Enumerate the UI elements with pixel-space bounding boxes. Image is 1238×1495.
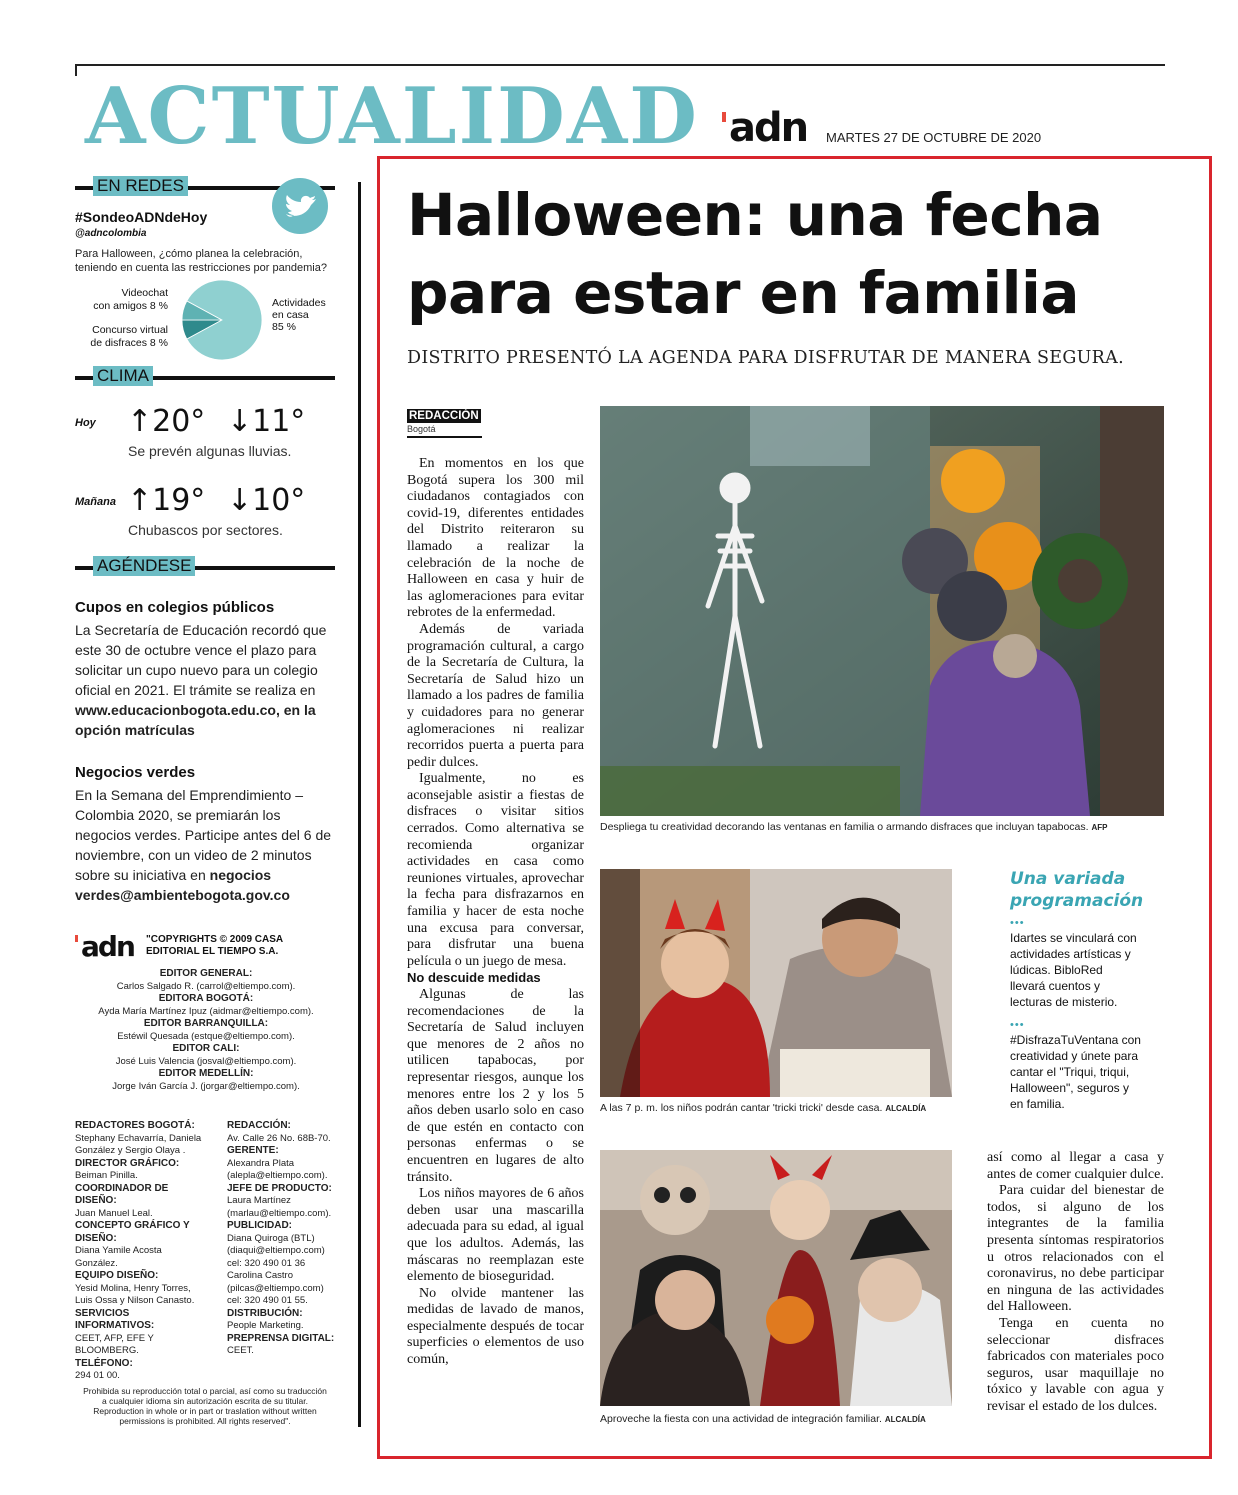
pie-label-actividades-line1: Actividades bbox=[272, 297, 326, 309]
sidebox-title-line2: programación bbox=[1010, 891, 1144, 911]
section-title: ACTUALIDAD bbox=[85, 71, 699, 162]
agenda-item2-title: Negocios verdes bbox=[75, 764, 196, 781]
editor-cali-name: José Luis Valencia (josval@eltiempo.com). bbox=[115, 1055, 297, 1067]
adn-logo bbox=[722, 105, 808, 151]
editor-cali-role: EDITOR CALI: bbox=[172, 1043, 240, 1054]
agenda-label: AGÉNDESE bbox=[93, 556, 195, 576]
editor-bogota-role: EDITORA BOGOTÁ: bbox=[158, 993, 254, 1004]
photo-caption-third bbox=[600, 1413, 926, 1425]
article-headline bbox=[407, 176, 1187, 332]
headline-line2: para estar en familia bbox=[407, 259, 1080, 327]
credit-role: DISTRIBUCIÓN: bbox=[227, 1307, 303, 1319]
sidebar-divider bbox=[358, 182, 361, 1427]
paragraph: Para cuidar del bienestar de todos, si alguno de los integrantes de la familia presenta síntomas respiratorios u otros relacionados con el coronavirus, no debe participar en ninguna de las actividades del Halloween. bbox=[987, 1183, 1164, 1315]
credits-right-column bbox=[227, 1120, 337, 1358]
sidebox-paragraph-2: #DisfrazaTuVentana con creatividad y únete para cantar el "Triqui, triqui, Halloween", seguros y en familia. bbox=[1010, 1033, 1141, 1111]
photo-credit: AFP bbox=[1091, 823, 1108, 832]
sidebox-title-line1: Una variada bbox=[1010, 869, 1126, 889]
credit-name: CEET. bbox=[227, 1345, 254, 1356]
weather-tomorrow-label: Mañana bbox=[75, 496, 116, 508]
credits-left-column bbox=[75, 1120, 205, 1383]
photo-family-kids bbox=[600, 869, 952, 1097]
pie-label-videochat-line2: con amigos 8 % bbox=[93, 300, 168, 312]
sidebox-title bbox=[1010, 868, 1180, 912]
photo-window-decoration bbox=[600, 406, 1164, 816]
credits-logo-bar bbox=[75, 935, 78, 942]
agenda-item2-text: En la Semana del Emprendimiento – Colombia 2020, se premiarán los negocios verdes. Participe antes del 6 de noviembre, con un video de 2 minutos sobre su iniciativa en bbox=[75, 787, 332, 883]
article-column-3 bbox=[987, 1150, 1164, 1416]
agenda-item2-link[interactable]: negocios verdes@ambientebogota.gov.co bbox=[75, 867, 290, 903]
photo-caption-main bbox=[600, 821, 1107, 833]
paragraph: Tenga en cuenta no seleccionar disfraces fabricados con materiales poco seguros, usar maquillaje no tóxico y lavable con agua y revisar el estado de los dulces. bbox=[987, 1315, 1164, 1414]
agenda-item1-text: La Secretaría de Educación recordó que este 30 de octubre vence el plazo para solicitar un cupo nuevo para un colegio oficial en 2021. El trámite se realiza en bbox=[75, 622, 327, 698]
credit-role: PUBLICIDAD: bbox=[227, 1220, 292, 1231]
photo-family-costumes bbox=[600, 1150, 952, 1406]
credit-name: Diana Quiroga (BTL) (diaqui@eltiempo.com) cel: 320 490 01 36 Carolina Castro (pilcas@eltiempo.com) cel: 320 490 01 55. bbox=[227, 1232, 325, 1306]
paragraph: En momentos en los que Bogotá supera los 300 mil ciudadanos contagiados con covid-19, diferentes entidades del Distrito reiteraron su llamado a realizar la celebración de la noche de Halloween en casa y huir de las aglomeraciones para evitar rebrotes de la enfermedad. bbox=[407, 456, 584, 621]
credits-logo-text: adn bbox=[81, 930, 134, 963]
article-column-1 bbox=[407, 456, 584, 1431]
credit-role: CONCEPTO GRÁFICO Y DISEÑO: bbox=[75, 1220, 190, 1244]
editor-barranquilla-name: Estéwil Quesada (estque@eltiempo.com). bbox=[117, 1030, 295, 1042]
pie-label-videochat bbox=[80, 287, 168, 313]
credit-name: 294 01 00. bbox=[75, 1370, 120, 1381]
poll-pie-chart bbox=[180, 278, 264, 362]
weather-today-max: ↑20° bbox=[127, 404, 206, 439]
redes-label: EN REDES bbox=[93, 176, 188, 196]
credit-name: Alexandra Plata (alepla@eltiempo.com). bbox=[227, 1157, 328, 1181]
rights-notice: Prohibida su reproducción total o parcial, así como su traducción a cualquier idioma sin autorización escrita de su titular. Reproduction in whole or in part or traslation without written permissions is prohibited. All rights reserved". bbox=[83, 1386, 327, 1426]
credit-role: SERVICIOS INFORMATIVOS: bbox=[75, 1307, 155, 1331]
photo-caption-second bbox=[600, 1102, 926, 1114]
editor-barranquilla-role: EDITOR BARRANQUILLA: bbox=[143, 1018, 269, 1029]
caption-text: Aproveche la fiesta con una actividad de integración familiar. bbox=[600, 1413, 882, 1425]
pie-label-actividades bbox=[272, 297, 342, 333]
credit-role: TELÉFONO: bbox=[75, 1357, 133, 1369]
caption-text: Despliega tu creatividad decorando las ventanas en familia o armando disfraces que incluyan tapabocas. bbox=[600, 821, 1089, 833]
agenda-item2-body bbox=[75, 785, 337, 905]
editor-general-role: EDITOR GENERAL: bbox=[159, 968, 253, 979]
caption-text: A las 7 p. m. los niños podrán cantar 'tricki tricki' desde casa. bbox=[600, 1102, 883, 1114]
redes-hashtag: #SondeoADNdeHoy bbox=[75, 209, 208, 225]
pie-label-concurso-line2: de disfraces 8 % bbox=[90, 337, 168, 349]
credit-name: Diana Yamile Acosta González. bbox=[75, 1245, 162, 1269]
credit-name: CEET, AFP, EFE Y BLOOMBERG. bbox=[75, 1332, 154, 1356]
photo-credit: ALCALDÍA bbox=[885, 1104, 927, 1113]
byline bbox=[407, 406, 482, 438]
credit-role: JEFE DE PRODUCTO: bbox=[227, 1182, 332, 1194]
weather-tomorrow-min: ↓10° bbox=[227, 483, 306, 518]
credit-name: Laura Martínez (marlau@eltiempo.com). bbox=[227, 1195, 332, 1219]
byline-author: REDACCIÓN bbox=[409, 410, 479, 422]
redes-question: Para Halloween, ¿cómo planea la celebración, teniendo en cuenta las restricciones por pandemia? bbox=[75, 248, 327, 274]
weather-today-min: ↓11° bbox=[227, 404, 306, 439]
page-date: MARTES 27 DE OCTUBRE DE 2020 bbox=[826, 130, 1042, 145]
paragraph: Igualmente, no es aconsejable asistir a fiestas de disfraces o visitar sitios cerrados. Como alternativa se recomienda organizar actividades en casa como reuniones virtuales, aprovechar la fecha para disfrazarnos en familia y hacer de esta noche una excusa para conversar, para disfrutar una buena película o un juego de mesa. bbox=[407, 771, 584, 969]
credit-role: GERENTE: bbox=[227, 1145, 279, 1156]
editor-general-name: Carlos Salgado R. (carrol@eltiempo.com). bbox=[116, 980, 296, 992]
sidebox-dots-2: ••• bbox=[1010, 1019, 1025, 1031]
pie-label-concurso-line1: Concurso virtual bbox=[92, 324, 168, 336]
paragraph: Los niños mayores de 6 años deben usar una mascarilla adecuada para su edad, al igual que los adultos. Además, las máscaras no reemplazan este elemento de bioseguridad. bbox=[407, 1186, 584, 1285]
logo-bar-red bbox=[722, 112, 726, 122]
twitter-bird-icon bbox=[272, 178, 328, 234]
copyright-text: "COPYRIGHTS © 2009 CASA EDITORIAL EL TIEMPO S.A. bbox=[146, 934, 283, 957]
credit-role: EQUIPO DISEÑO: bbox=[75, 1270, 159, 1281]
byline-city: Bogotá bbox=[407, 424, 482, 438]
weather-today-desc: Se prevén algunas lluvias. bbox=[128, 443, 292, 459]
article-subheading: No descuide medidas bbox=[407, 970, 541, 986]
sidebox-paragraph-1: Idartes se vinculará con actividades artísticas y lúdicas. BibloRed llevará cuentos y lecturas de misterio. bbox=[1010, 931, 1137, 1009]
agenda-item1-link[interactable]: www.educacionbogota.edu.co, en la opción matrículas bbox=[75, 702, 316, 738]
credit-role: COORDINADOR DE DISEÑO: bbox=[75, 1182, 169, 1206]
editor-medellin-role: EDITOR MEDELLÍN: bbox=[158, 1068, 254, 1079]
credit-name: Av. Calle 26 No. 68B-70. bbox=[227, 1132, 331, 1144]
pie-label-actividades-line3: 85 % bbox=[272, 321, 296, 333]
paragraph: No olvide mantener las medidas de lavado de manos, especialmente después de tocar superficies o elementos de uso común, bbox=[407, 1285, 584, 1368]
paragraph: así como al llegar a casa y antes de comer cualquier dulce. bbox=[987, 1150, 1164, 1182]
credit-role: REDACTORES BOGOTÁ: bbox=[75, 1120, 195, 1131]
credit-name: Beiman Pinilla. bbox=[75, 1170, 138, 1181]
logo-text: adn bbox=[729, 105, 808, 151]
article-subhead: DISTRITO PRESENTÓ LA AGENDA PARA DISFRUTAR DE MANERA SEGURA. bbox=[407, 348, 1124, 368]
credit-name: Juan Manuel Leal. bbox=[75, 1207, 153, 1219]
sidebox-dots-1: ••• bbox=[1010, 917, 1025, 929]
credit-name: Yesid Molina, Henry Torres, Luis Ossa y Nilson Canasto. bbox=[75, 1282, 195, 1306]
clima-label: CLIMA bbox=[93, 366, 153, 386]
weather-tomorrow-max: ↑19° bbox=[127, 483, 206, 518]
paragraph: Además de variada programación cultural, a cargo de la Secretaría de Cultura, la Secretaría de Salud hizo un llamado a los padres de familia y cuidadores para no generar aglomeraciones ni realizar recorridos puerta a puerta para pedir dulces. bbox=[407, 621, 584, 770]
pie-label-actividades-line2: en casa bbox=[272, 309, 309, 321]
redes-handle: @adncolombia bbox=[75, 228, 147, 239]
top-rule-tick bbox=[75, 64, 77, 76]
editor-bogota-name: Ayda María Martínez Ipuz (aidmar@eltiempo.com). bbox=[98, 1005, 314, 1017]
editor-medellin-name: Jorge Iván García J. (jorgar@eltiempo.com). bbox=[112, 1080, 300, 1092]
credit-name: People Marketing. bbox=[227, 1320, 304, 1331]
weather-today-label: Hoy bbox=[75, 417, 96, 429]
weather-tomorrow-desc: Chubascos por sectores. bbox=[128, 522, 283, 538]
credits-adn-logo bbox=[75, 932, 134, 962]
top-rule bbox=[75, 64, 1165, 66]
credit-role: PREPRENSA DIGITAL: bbox=[227, 1332, 335, 1344]
photo-credit: ALCALDÍA bbox=[884, 1415, 926, 1424]
agenda-item1-title: Cupos en colegios públicos bbox=[75, 599, 275, 616]
pie-label-videochat-line1: Videochat bbox=[121, 287, 168, 299]
credit-name: Stephany Echavarría, Daniela González y Sergio Olaya . bbox=[75, 1132, 202, 1156]
agenda-item1-body bbox=[75, 620, 337, 740]
credit-role: DIRECTOR GRÁFICO: bbox=[75, 1157, 180, 1169]
pie-label-concurso bbox=[75, 324, 168, 350]
credit-role: REDACCIÓN: bbox=[227, 1120, 291, 1131]
paragraph: Algunas de las recomendaciones de la Secretaría de Salud incluyen que menores de 2 años no utilicen tapabocas, por representar riesgos, aunque los menores entre los 2 y los 5 años deben usarlo solo en caso de que estén en contacto con personas enfermas o se encuentren en lugares de alto tránsito. bbox=[407, 987, 584, 1185]
headline-line1: Halloween: una fecha bbox=[407, 181, 1103, 249]
editors-block bbox=[75, 968, 337, 1093]
